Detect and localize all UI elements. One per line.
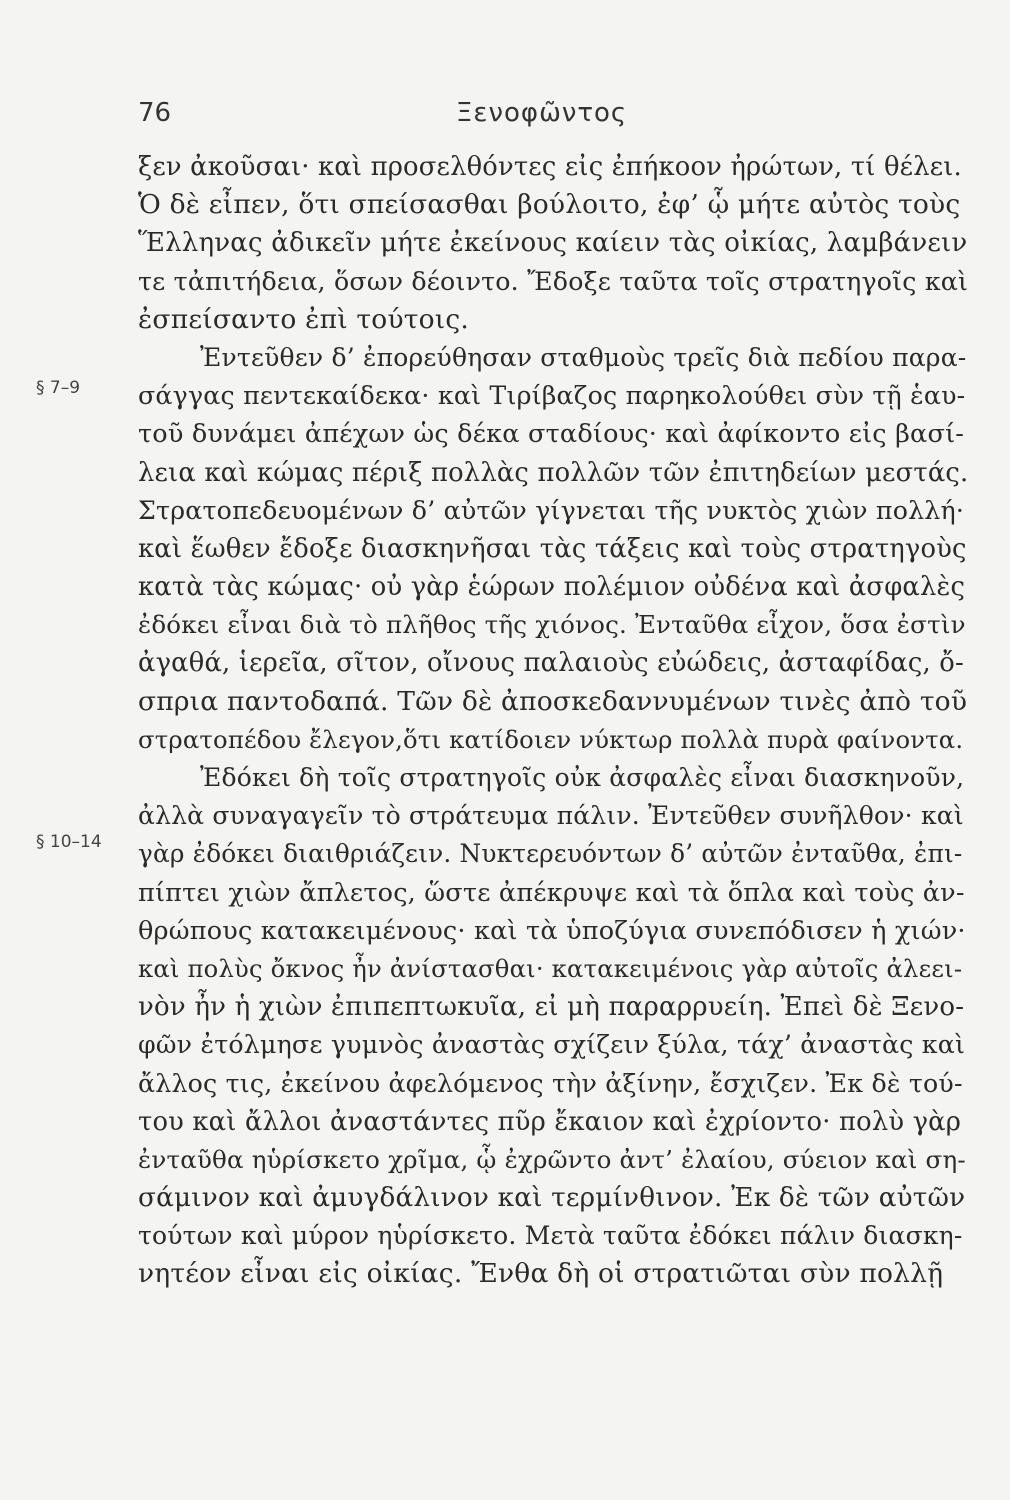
text-line: Ὁ δὲ εἶπεν, ὅτι σπείσασθαι βούλοιτο, ἐφ’ ᾧ μήτε αὐτὸς τοὺς <box>138 189 961 221</box>
text-line: καὶ πολὺς ὄκνος ἦν ἀνίστασθαι· κατακειμένοις γὰρ αὐτοῖς ἀλεει- <box>138 953 963 983</box>
text-line: ξεν ἀκοῦσαι· καὶ προσελθόντες εἰς ἐπήκοον ἠρώτων, τί θέλει. <box>138 152 962 182</box>
running-head: Ξενοφῶντος <box>456 98 628 128</box>
page-number: 76 <box>138 98 172 128</box>
section-marker-10-14: § 10–14 <box>36 832 102 852</box>
text-line: λεια καὶ κώμας πέριξ πολλὰς πολλῶν τῶν ἐπιτηδείων μεστάς. <box>138 457 969 488</box>
text-line: τούτων καὶ μύρον ηὑρίσκετο. Μετὰ ταῦτα ἐδόκει πάλιν διασκη- <box>138 1221 963 1251</box>
text-line: γὰρ ἐδόκει διαιθριάζειν. Νυκτερευόντων δ’ αὐτῶν ἐνταῦθα, ἐπι- <box>138 839 963 869</box>
text-line: καὶ ἕωθεν ἔδοξε διασκηνῆσαι τὰς τάξεις καὶ τοὺς στρατηγοὺς <box>138 533 967 564</box>
text-line: ἐσπείσαντο ἐπὶ τούτοις. <box>138 303 470 335</box>
text-line: ἐνταῦθα ηὑρίσκετο χρῖμα, ᾧ ἐχρῶντο ἀντ’ ἐλαίου, σύειον καὶ ση- <box>138 1144 966 1174</box>
text-line: σάγγας πεντεκαίδεκα· καὶ Τιρίβαζος παρηκολούθει σὺν τῇ ἑαυ- <box>138 381 966 411</box>
text-line: φῶν ἐτόλμησε γυμνὸς ἀναστὰς σχίζειν ξύλα, τάχ’ ἀναστὰς καὶ <box>138 1030 966 1060</box>
body-text <box>138 148 968 1294</box>
text-line: σάμινον καὶ ἀμυγδάλινον καὶ τερμίνθινον. Ἐκ δὲ τῶν αὐτῶν <box>138 1183 966 1214</box>
page-header <box>138 98 978 138</box>
text-line: Στρατοπεδευομένων δ’ αὐτῶν γίγνεται τῆς νυκτὸς χιὼν πολλή· <box>138 495 965 525</box>
text-line: ἐδόκει εἶναι διὰ τὸ πλῆθος τῆς χιόνος. Ἐνταῦθα εἶχον, ὅσα ἐστὶν <box>138 610 966 640</box>
text-line: πίπτει χιὼν ἄπλετος, ὥστε ἀπέκρυψε καὶ τὰ ὅπλα καὶ τοὺς ἀν- <box>138 877 965 908</box>
text-line: τοῦ δυνάμει ἀπέχων ὡς δέκα σταδίους· καὶ ἀφίκοντο εἰς βασί- <box>138 419 965 450</box>
text-line: ἀλλὰ συναγαγεῖν τὸ στράτευμα πάλιν. Ἐντεῦθεν συνῆλθον· καὶ <box>138 801 964 831</box>
text-line: θρώπους κατακειμένους· καὶ τὰ ὑποζύγια συνεπόδισεν ἡ χιών· <box>138 915 966 946</box>
text-line: Ἕλληνας ἀδικεῖν μήτε ἐκείνους καίειν τὰς οἰκίας, λαμβάνειν <box>138 228 968 259</box>
text-line: στρατοπέδου ἔλεγον,ὅτι κατίδοιεν νύκτωρ πολλὰ πυρὰ φαίνοντα. <box>138 724 964 754</box>
text-line: νὸν ἦν ἡ χιὼν ἐπιπεπτωκυῖα, εἰ μὴ παραρρυείη. Ἐπεὶ δὲ Ξενο- <box>138 992 965 1023</box>
text-line: Ἐδόκει δὴ τοῖς στρατηγοῖς οὐκ ἀσφαλὲς εἶναι διασκηνοῦν, <box>200 763 965 792</box>
text-line: κατὰ τὰς κώμας· οὐ γὰρ ἑώρων πολέμιον οὐδένα καὶ ἀσφαλὲς <box>138 572 966 603</box>
section-marker-7-9: § 7–9 <box>36 378 81 398</box>
text-line: Ἐντεῦθεν δ’ ἐπορεύθησαν σταθμοὺς τρεῖς διὰ πεδίου παρα- <box>200 342 967 372</box>
text-line: του καὶ ἄλλοι ἀναστάντες πῦρ ἔκαιον καὶ ἐχρίοντο· πολὺ γὰρ <box>138 1106 962 1137</box>
text-line: σπρια παντοδαπά. Τῶν δὲ ἀποσκεδαννυμένων τινὲς ἀπὸ τοῦ <box>138 685 968 717</box>
text-line: ἀγαθά, ἱερεῖα, σῖτον, οἴνους παλαιοὺς εὐώδεις, ἀσταφίδας, ὄ- <box>138 648 964 679</box>
text-line: τε τἀπιτήδεια, ὅσων δέοιντο. Ἔδοξε ταῦτα τοῖς στρατηγοῖς καὶ <box>138 266 969 296</box>
text-line: ἄλλος τις, ἐκείνου ἀφελόμενος τὴν ἀξίνην, ἔσχιζεν. Ἐκ δὲ τού- <box>138 1068 963 1098</box>
text-line: νητέον εἶναι εἰς οἰκίας. Ἔνθα δὴ οἱ στρατιῶται σὺν πολλῇ <box>138 1258 944 1290</box>
